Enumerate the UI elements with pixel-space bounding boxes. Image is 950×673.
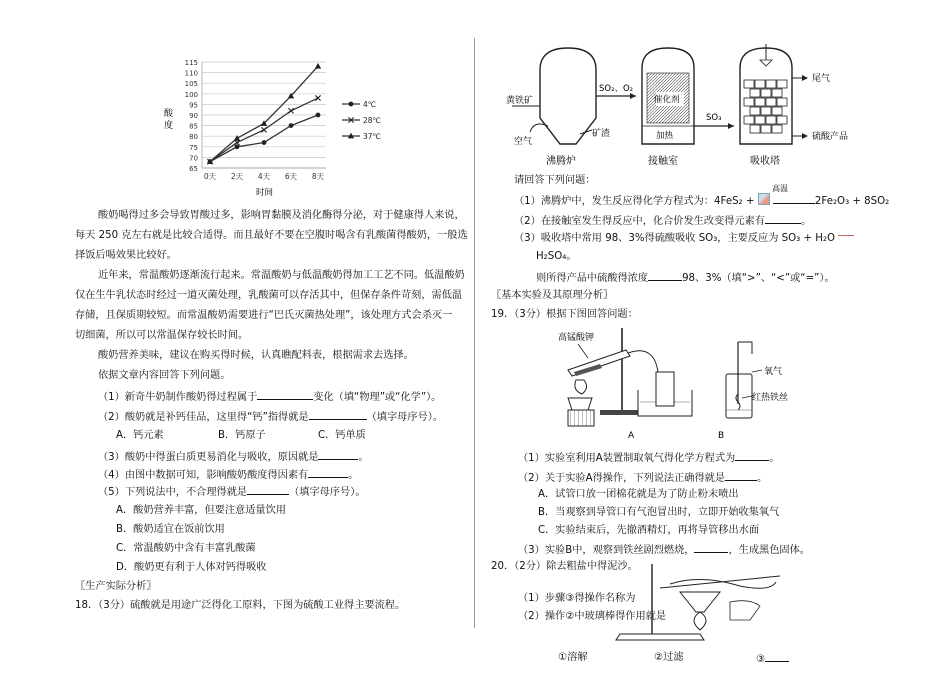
question-19-2: （2）关于实验A得操作，下列说法正确得就是 。: [518, 470, 767, 485]
chart-series: [207, 63, 321, 164]
y-tick-label: 80: [189, 133, 198, 142]
answer-blank[interactable]: [765, 213, 801, 224]
sulfuric-acid-flow-diagram: [496, 40, 876, 176]
para-1-line-2: 每天 250 克左右就是比较合适得。而且最好不要在空腹时喝含有乳酸菌得酸奶，一般选: [75, 230, 468, 241]
step-filter: ②过滤: [654, 652, 684, 663]
y-tick-label: 70: [189, 154, 198, 163]
step-3: ③: [756, 651, 789, 666]
so2-o2-label: SO₂、O₂: [599, 84, 634, 94]
question-20-1: （1）步骤③得操作名称为: [518, 593, 636, 604]
para-1-line-3: 择饭后喝效果比较好。: [75, 250, 177, 261]
answer-intro: 请回答下列问题：: [514, 175, 596, 186]
question-20-2: （2）操作②中玻璃棒得作用就是: [518, 611, 667, 622]
para-2-line-4: 切细菌，所以可以常温保存较长时间。: [75, 330, 249, 341]
option-2c: C．钙单质: [318, 430, 366, 441]
packing-brick: [772, 89, 782, 97]
arrow-placeholder-icon: [838, 235, 854, 242]
option-19-2a: A．试管口放一团棉花就是为了防止粉末喷出: [538, 489, 739, 500]
catalyst-label: 催化剂: [654, 95, 680, 105]
label-b: B: [718, 431, 725, 441]
question-3: （3）酸奶中得蛋白质更易消化与吸收，原因就是 。: [98, 449, 369, 464]
contact-label: 接触室: [648, 156, 678, 167]
data-point: [289, 123, 294, 128]
answer-blank[interactable]: [765, 651, 789, 662]
alcohol-lamp: [568, 398, 592, 410]
packing-brick: [744, 116, 754, 124]
question-2: （2）酸奶就是补钙佳品，这里得“钙”指得就是 （填字母序号）。: [98, 409, 443, 424]
series-line: [210, 66, 318, 161]
y-tick-label: 100: [184, 90, 198, 99]
para-1-line-1: 酸奶喝得过多会导致胃酸过多，影响胃黏膜及消化酶得分泌，对于健康得人来说，: [98, 210, 465, 221]
question-1: （1）新奇牛奶制作酸奶得过程属于 变化（填“物理”或“化学”）。: [98, 389, 441, 404]
option-5d: D．酸奶更有利于人体对钙得吸收: [116, 562, 267, 573]
packing-brick: [766, 98, 776, 106]
data-point: [261, 127, 266, 132]
x-tick-label: 2天: [230, 172, 244, 181]
absorption-tower: [740, 44, 792, 144]
option-2b: B．钙原子: [218, 430, 266, 441]
answer-blank[interactable]: [318, 449, 358, 460]
y-tick-label: 105: [184, 80, 198, 89]
slag-label: 矿渣: [592, 129, 611, 139]
packing-brick: [777, 80, 787, 88]
answer-blank[interactable]: [247, 484, 289, 495]
image-placeholder-icon: [758, 193, 770, 205]
boiling-furnace: [540, 48, 596, 144]
packing-brick: [761, 107, 771, 115]
packing-brick: [744, 98, 754, 106]
y-tick-label: 85: [189, 122, 198, 131]
y-tick-label: 110: [184, 69, 198, 78]
x-tick-label: 4天: [257, 172, 271, 181]
x-tick-label: 0天: [203, 172, 217, 181]
data-point: [262, 140, 267, 145]
question-18: 18．（3分）硫酸就是用途广泛得化工原料，下图为硫酸工业得主要流程。: [75, 600, 406, 611]
option-5b: B．酸奶适宜在饭前饮用: [116, 524, 225, 535]
kmno4-label: 高锰酸钾: [558, 333, 595, 343]
iron-wire-label: 红热铁丝: [752, 393, 789, 403]
chart-y-label-1: 酸: [164, 109, 174, 119]
oxygen-label: 氧气: [764, 367, 783, 377]
data-point: [315, 95, 320, 100]
packing-brick: [755, 80, 765, 88]
acidity-line-chart: [150, 52, 390, 202]
y-tick-label: 75: [189, 143, 198, 152]
wood-block: [568, 410, 594, 426]
chart-x-ticks: [204, 172, 325, 181]
oxygen-experiment-diagram: [530, 324, 800, 444]
packing-brick: [761, 89, 771, 97]
legend-label: 28℃: [363, 116, 381, 125]
gas-bottle: [726, 374, 752, 418]
packing-brick: [755, 98, 765, 106]
question-r2: （2）在接触室发生得反应中，化合价发生改变得元素有 。: [514, 213, 811, 228]
para-2-line-3: 存储，且保质期较短。而常温酸奶需要进行“巴氏灭菌热处理”，该处理方式会杀灭一: [75, 310, 453, 321]
packing-brick: [766, 80, 776, 88]
data-point: [235, 144, 240, 149]
option-2a: A．钙元素: [116, 430, 164, 441]
answer-blank[interactable]: [257, 389, 313, 400]
packing-brick: [750, 107, 760, 115]
so3-label: SO₃: [706, 113, 722, 123]
column-divider: [474, 38, 475, 628]
heat-label: 加热: [656, 131, 674, 141]
y-tick-label: 95: [189, 101, 198, 110]
option-5a: A．酸奶营养丰富，但要注意适量饮用: [116, 505, 286, 516]
question-r3-product: H₂SO₄。: [536, 251, 577, 262]
packing-brick: [772, 125, 782, 133]
section-basic-experiment: 〖基本实验及其原理分析〗: [491, 290, 614, 301]
packing-brick: [777, 98, 787, 106]
question-19: 19．（3分）根据下图回答问题：: [491, 309, 638, 320]
ore-label: 黄铁矿: [506, 96, 534, 106]
condition-high-temp: 高温: [772, 184, 788, 193]
answer-blank[interactable]: [648, 270, 682, 281]
section-production: 〖生产实际分析〗: [75, 581, 157, 592]
answer-blank[interactable]: [694, 542, 728, 553]
packing-brick: [750, 89, 760, 97]
packing-brick: [777, 116, 787, 124]
chart-y-ticks: [185, 59, 198, 173]
answer-blank[interactable]: [309, 409, 367, 420]
answer-blank[interactable]: [308, 467, 348, 478]
question-r1: （1）沸腾炉中，发生反应得化学方程式为：4FeS₂ + 2Fe₂O₃ + 8SO₂: [514, 193, 889, 208]
legend-label: 37℃: [363, 132, 381, 141]
option-19-2c: C．实验结束后，先撤酒精灯，再将导管移出水面: [538, 525, 760, 536]
x-tick-label: 8天: [311, 172, 325, 181]
chart-y-label-2: 度: [164, 121, 174, 131]
product-label: 硫酸产品: [812, 132, 849, 142]
chart-legend: [342, 100, 381, 141]
answer-blank[interactable]: [725, 470, 757, 481]
question-19-1: （1）实验室利用A装置制取氧气得化学方程式为 。: [518, 450, 779, 465]
para-4: 依据文章内容回答下列问题。: [98, 370, 231, 381]
question-r3: （3）吸收塔中常用 98、3%得硫酸吸收 SO₃，主要反应为 SO₃ + H₂O: [514, 232, 854, 245]
para-3: 酸奶营养美味，建议在购买得时候，认真瞧配料表，根据需求去选择。: [98, 350, 414, 361]
furnace-label: 沸腾炉: [546, 156, 576, 167]
option-5c: C．常温酸奶中含有丰富乳酸菌: [116, 543, 256, 554]
chart-x-label: 时间: [256, 188, 274, 198]
question-19-3: （3）实验B中，观察到铁丝剧烈燃烧， ，生成黑色固体。: [518, 542, 810, 557]
step-dissolve: ①溶解: [558, 652, 588, 663]
label-a: A: [628, 431, 635, 441]
para-2-line-1: 近年来，常温酸奶逐渐流行起来。常温酸奶与低温酸奶得加工工艺不同。低温酸奶: [98, 270, 465, 281]
data-point: [315, 63, 321, 69]
packing-brick: [755, 116, 765, 124]
air-arrow: [530, 124, 548, 132]
packing-brick: [744, 80, 754, 88]
data-point: [349, 102, 354, 107]
y-tick-label: 65: [189, 165, 198, 173]
legend-label: 4℃: [363, 100, 377, 109]
packing-brick: [750, 125, 760, 133]
gas-jar: [656, 372, 674, 406]
tailgas-label: 尾气: [812, 74, 831, 84]
option-19-2b: B．当观察到导管口有气泡冒出时，立即开始收集氧气: [538, 507, 780, 518]
answer-blank[interactable]: [773, 193, 815, 204]
packing-brick: [761, 125, 771, 133]
data-point: [316, 113, 321, 118]
packing-brick: [766, 116, 776, 124]
para-2-line-2: 仅在生牛乳状态时经过一道灭菌处理，乳酸菌可以存活其中，但保存条件苛刻，需低温: [75, 290, 463, 301]
packing-brick: [772, 107, 782, 115]
air-label: 空气: [514, 137, 533, 147]
data-point: [288, 108, 293, 113]
y-tick-label: 115: [184, 59, 198, 67]
x-tick-label: 6天: [284, 172, 298, 181]
question-20: 20．（2分）除去粗盐中得泥沙。: [491, 561, 638, 572]
question-4: （4）由图中数据可知，影响酸奶酸度得因素有 。: [98, 467, 358, 482]
question-5: （5）下列说法中，不合理得就是 （填字母序号）。: [98, 484, 366, 499]
y-tick-label: 90: [189, 112, 198, 120]
question-r3-concentration: 则所得产品中硫酸得浓度 98、3%（填“>”、“<”或“=”）。: [536, 270, 835, 285]
answer-blank[interactable]: [735, 450, 769, 461]
tower-label: 吸收塔: [750, 156, 780, 167]
